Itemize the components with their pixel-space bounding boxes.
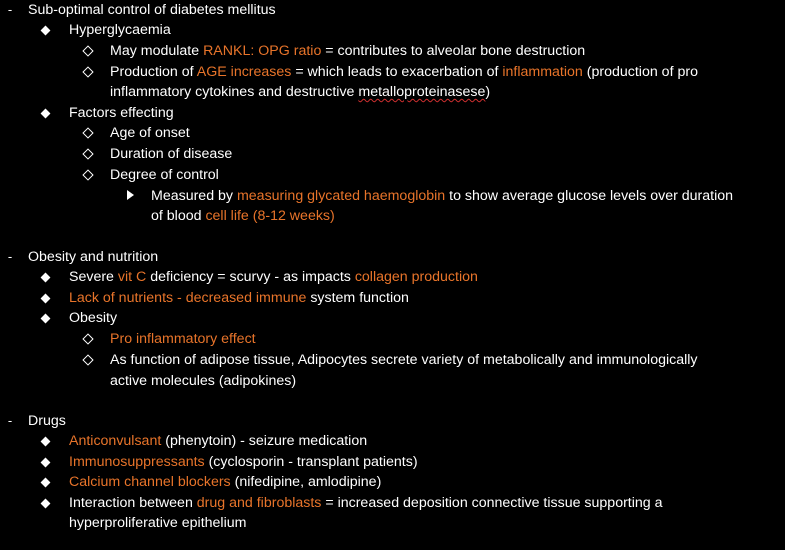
dash-marker: - xyxy=(7,413,13,428)
list-item-continuation: hyperproliferative epithelium xyxy=(69,515,247,531)
misspelled-word: metalloproteinasese xyxy=(358,84,486,100)
section-heading: Drugs xyxy=(28,413,66,429)
diamond-bullet-icon xyxy=(35,288,55,309)
diamond-bullet-icon xyxy=(35,20,55,41)
diamond-bullet-icon xyxy=(35,493,55,514)
hollow-diamond-bullet-icon xyxy=(78,329,98,350)
hollow-diamond-bullet-icon xyxy=(78,350,98,371)
hollow-diamond-bullet-icon xyxy=(78,41,98,62)
section-heading: Obesity and nutrition xyxy=(28,249,159,265)
hollow-diamond-bullet-icon xyxy=(78,123,98,144)
hollow-diamond-bullet-icon xyxy=(78,144,98,165)
section-heading: Sub-optimal control of diabetes mellitus xyxy=(28,2,276,18)
list-item: Degree of control xyxy=(110,167,219,183)
list-item: As function of adipose tissue, Adipocytes secrete variety of metabolically and immunologically xyxy=(110,352,698,368)
hollow-diamond-bullet-icon xyxy=(78,62,98,83)
list-item: Lack of nutrients - decreased immune system function xyxy=(69,290,409,306)
factors-label: Factors effecting xyxy=(69,105,174,121)
diamond-bullet-icon xyxy=(35,103,55,124)
list-item: Age of onset xyxy=(110,125,190,141)
diamond-bullet-icon xyxy=(35,431,55,452)
diamond-bullet-icon xyxy=(35,308,55,329)
dash-marker: - xyxy=(7,2,13,17)
dash-marker: - xyxy=(7,249,13,264)
list-item-continuation: active molecules (adipokines) xyxy=(110,373,297,389)
list-item: Anticonvulsant (phenytoin) - seizure medication xyxy=(69,433,368,449)
list-item: May modulate RANKL: OPG ratio = contributes to alveolar bone destruction xyxy=(110,43,586,59)
list-item-continuation: of blood cell life (8-12 weeks) xyxy=(151,208,335,224)
list-item: Interaction between drug and fibroblasts = increased deposition connective tissue supporting a xyxy=(69,495,663,511)
list-item: Obesity xyxy=(69,310,118,326)
list-item: Immunosuppressants (cyclosporin - transplant patients) xyxy=(69,454,418,470)
hollow-diamond-bullet-icon xyxy=(78,165,98,186)
list-item: Severe vit C deficiency = scurvy - as impacts collagen production xyxy=(69,269,478,285)
list-item: Pro inflammatory effect xyxy=(110,331,256,347)
triangle-bullet-icon xyxy=(120,186,140,207)
diamond-bullet-icon xyxy=(35,472,55,493)
list-item: Calcium channel blockers (nifedipine, amlodipine) xyxy=(69,474,382,490)
list-item-continuation: inflammatory cytokines and destructive metalloproteinasese) xyxy=(110,84,491,100)
list-item: Production of AGE increases = which leads to exacerbation of inflammation (production of pro xyxy=(110,64,698,80)
hyperglycaemia-label: Hyperglycaemia xyxy=(69,22,171,38)
diamond-bullet-icon xyxy=(35,267,55,288)
list-item: Duration of disease xyxy=(110,146,233,162)
list-item: Measured by measuring glycated haemoglobin to show average glucose levels over duration xyxy=(151,188,734,204)
diamond-bullet-icon xyxy=(35,452,55,473)
